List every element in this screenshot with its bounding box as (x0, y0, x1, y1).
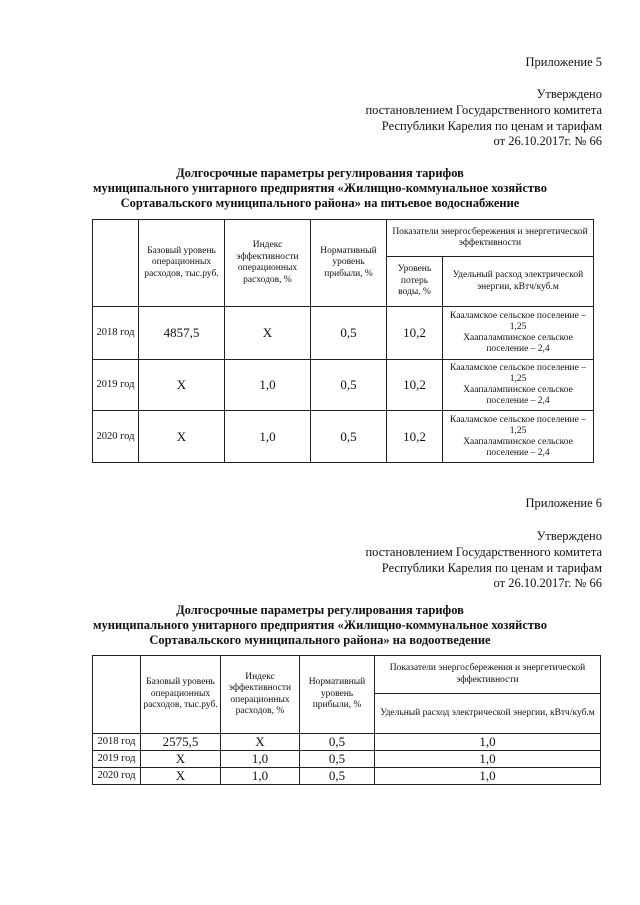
losses-cell: 10,2 (387, 307, 443, 360)
date-line: от 26.10.2017г. № 66 (493, 134, 602, 148)
document-title-6 (0, 603, 640, 648)
table-header-row (93, 220, 594, 257)
resolution-line: постановлением Государственного комитета (365, 545, 602, 559)
table-row (93, 768, 601, 785)
header-base-cost: Базовый уровень операционных расходов, тыс.руб. (139, 220, 225, 307)
profit-cell: 0,5 (311, 411, 387, 463)
title-line: Сортавальского муниципального района» на водоотведение (149, 633, 491, 647)
approved-label: Утверждено (536, 529, 602, 543)
header-efficiency-index: Индекс эффективности операционных расходов, % (225, 220, 311, 307)
profit-cell: 0,5 (300, 734, 375, 751)
profit-cell: 0,5 (300, 751, 375, 768)
year-cell: 2020 год (93, 768, 141, 785)
table-row (93, 751, 601, 768)
base-cost-cell: X (139, 411, 225, 463)
year-cell: 2019 год (93, 751, 141, 768)
title-line: муниципального унитарного предприятия «Жилищно-коммунальное хозяйство (93, 181, 547, 195)
header-energy-indicators: Показатели энергосбережения и энергетической эффективности (375, 656, 601, 694)
base-cost-cell: X (139, 360, 225, 411)
resolution-line: постановлением Государственного комитета (365, 103, 602, 117)
document-title-5 (0, 166, 640, 211)
table-header-row (93, 656, 601, 694)
table-row (93, 411, 594, 463)
index-cell: 1,0 (221, 751, 300, 768)
specific-consumption-cell: 1,0 (375, 768, 601, 785)
parameters-table-6 (92, 655, 601, 785)
settlement-value: Каaламское сельское поселение – 1,25 (450, 414, 586, 436)
republic-line: Республики Карелия по ценам и тарифам (381, 119, 602, 133)
year-cell: 2018 год (93, 307, 139, 360)
base-cost-cell: 2575,5 (141, 734, 221, 751)
title-line: Сортавальского муниципального района» на питьевое водоснабжение (120, 196, 520, 210)
index-cell: 1,0 (225, 360, 311, 411)
index-cell: 1,0 (221, 768, 300, 785)
header-water-losses: Уровень потерь воды, % (387, 257, 443, 307)
losses-cell: 10,2 (387, 411, 443, 463)
settlement-value: Хаапалампинское сельское поселение – 2,4 (463, 333, 573, 354)
specific-consumption-cell (443, 307, 594, 360)
header-specific-consumption: Удельный расход электрической энергии, кВтч/куб.м (375, 694, 601, 734)
title-line: Долгосрочные параметры регулирования тарифов (176, 166, 464, 180)
specific-consumption-cell (443, 360, 594, 411)
title-line: муниципального унитарного предприятия «Жилищно-коммунальное хозяйство (93, 618, 547, 632)
settlement-value: Хаапалампинское сельское поселение – 2,4 (463, 385, 573, 406)
title-line: Долгосрочные параметры регулирования тарифов (176, 603, 464, 617)
base-cost-cell: 4857,5 (139, 307, 225, 360)
appendix-6-label: Приложение 6 (525, 496, 602, 510)
header-efficiency-index: Индекс эффективности операционных расходов, % (221, 656, 300, 734)
settlement-value: Каaламское сельское поселение – 1,25 (450, 363, 586, 384)
base-cost-cell: X (141, 751, 221, 768)
empty-header-cell (93, 220, 139, 307)
parameters-table-5 (92, 219, 594, 463)
approved-label: Утверждено (536, 87, 602, 101)
index-cell: 1,0 (225, 411, 311, 463)
table-row (93, 307, 594, 360)
header-profit-level: Нормативный уровень прибыли, % (311, 220, 387, 307)
specific-consumption-cell: 1,0 (375, 734, 601, 751)
index-cell: X (225, 307, 311, 360)
year-cell: 2019 год (93, 360, 139, 411)
losses-cell: 10,2 (387, 360, 443, 411)
index-cell: X (221, 734, 300, 751)
republic-line: Республики Карелия по ценам и тарифам (381, 561, 602, 575)
date-line: от 26.10.2017г. № 66 (493, 576, 602, 590)
specific-consumption-cell (443, 411, 594, 463)
profit-cell: 0,5 (311, 360, 387, 411)
settlement-value: Каaламское сельское поселение – 1,25 (450, 311, 586, 332)
header-base-cost: Базовый уровень операционных расходов, тыс.руб. (141, 656, 221, 734)
empty-header-cell (93, 656, 141, 734)
header-energy-indicators: Показатели энергосбережения и энергетической эффективности (387, 220, 594, 257)
profit-cell: 0,5 (300, 768, 375, 785)
year-cell: 2018 год (93, 734, 141, 751)
table-row (93, 360, 594, 411)
header-profit-level: Нормативный уровень прибыли, % (300, 656, 375, 734)
header-specific-consumption: Удельный расход электрической энергии, кВтч/куб.м (443, 257, 594, 307)
profit-cell: 0,5 (311, 307, 387, 360)
appendix-5-label: Приложение 5 (525, 55, 602, 69)
table-row (93, 734, 601, 751)
specific-consumption-cell: 1,0 (375, 751, 601, 768)
year-cell: 2020 год (93, 411, 139, 463)
base-cost-cell: X (141, 768, 221, 785)
settlement-value: Хаапалампинское сельское поселение – 2,4 (463, 436, 573, 458)
